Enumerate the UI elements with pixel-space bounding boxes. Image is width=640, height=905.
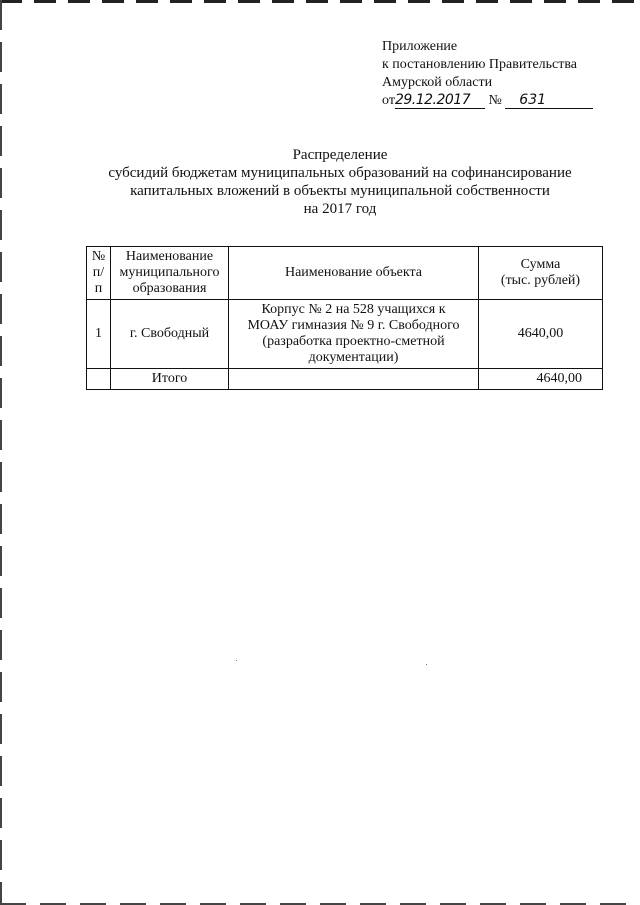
appendix-title: Приложение <box>382 39 458 54</box>
total-label: Итого <box>111 369 229 390</box>
appendix-resolution: к постановлению Правительства <box>382 57 578 72</box>
document-title <box>80 146 600 218</box>
row-object-line1: Корпус № 2 на 528 учащихся к <box>261 302 446 317</box>
table-header-row <box>87 247 603 300</box>
header-object: Наименование объекта <box>229 247 479 300</box>
header-sum-line2: (тыс. рублей) <box>500 273 581 288</box>
scan-speck <box>236 660 237 661</box>
subsidy-table <box>86 246 603 390</box>
row-object-line4: документации) <box>308 350 399 365</box>
header-num <box>87 247 111 300</box>
row-object-line3: (разработка проектно-сметной <box>262 334 445 349</box>
header-municipality-line3: образования <box>132 281 207 296</box>
total-object-cell <box>229 369 479 390</box>
handwritten-number: 631 <box>505 92 593 109</box>
title-line-1: Распределение <box>292 147 388 163</box>
header-municipality-line2: муниципального <box>119 265 220 280</box>
table-total-row <box>87 369 603 390</box>
scan-edge-top <box>0 0 640 3</box>
header-municipality <box>111 247 229 300</box>
number-label: № <box>488 93 502 108</box>
appendix-block <box>382 38 593 110</box>
row-object-line2: МОАУ гимназия № 9 г. Свободного <box>247 318 460 333</box>
total-sum: 4640,00 <box>479 369 603 390</box>
appendix-date-line <box>382 92 593 110</box>
handwritten-date: 29.12.2017 <box>395 92 485 109</box>
scan-speck <box>426 664 427 665</box>
row-object <box>229 300 479 369</box>
title-line-2: субсидий бюджетам муниципальных образований на софинансирование <box>108 165 572 181</box>
scan-edge-left <box>0 0 2 905</box>
row-municipality: г. Свободный <box>111 300 229 369</box>
appendix-region: Амурской области <box>382 75 493 90</box>
table-row <box>87 300 603 369</box>
header-num-line1: № <box>91 249 106 264</box>
header-sum-line1: Сумма <box>520 257 561 272</box>
date-prefix: от <box>382 93 395 108</box>
title-line-4: на 2017 год <box>303 201 377 217</box>
header-municipality-line1: Наименование <box>125 249 214 264</box>
row-sum: 4640,00 <box>479 300 603 369</box>
row-num: 1 <box>87 300 111 369</box>
header-num-line2: п/п <box>92 265 105 296</box>
total-num-cell <box>87 369 111 390</box>
header-sum <box>479 247 603 300</box>
title-line-3: капитальных вложений в объекты муниципальной собственности <box>130 183 550 199</box>
